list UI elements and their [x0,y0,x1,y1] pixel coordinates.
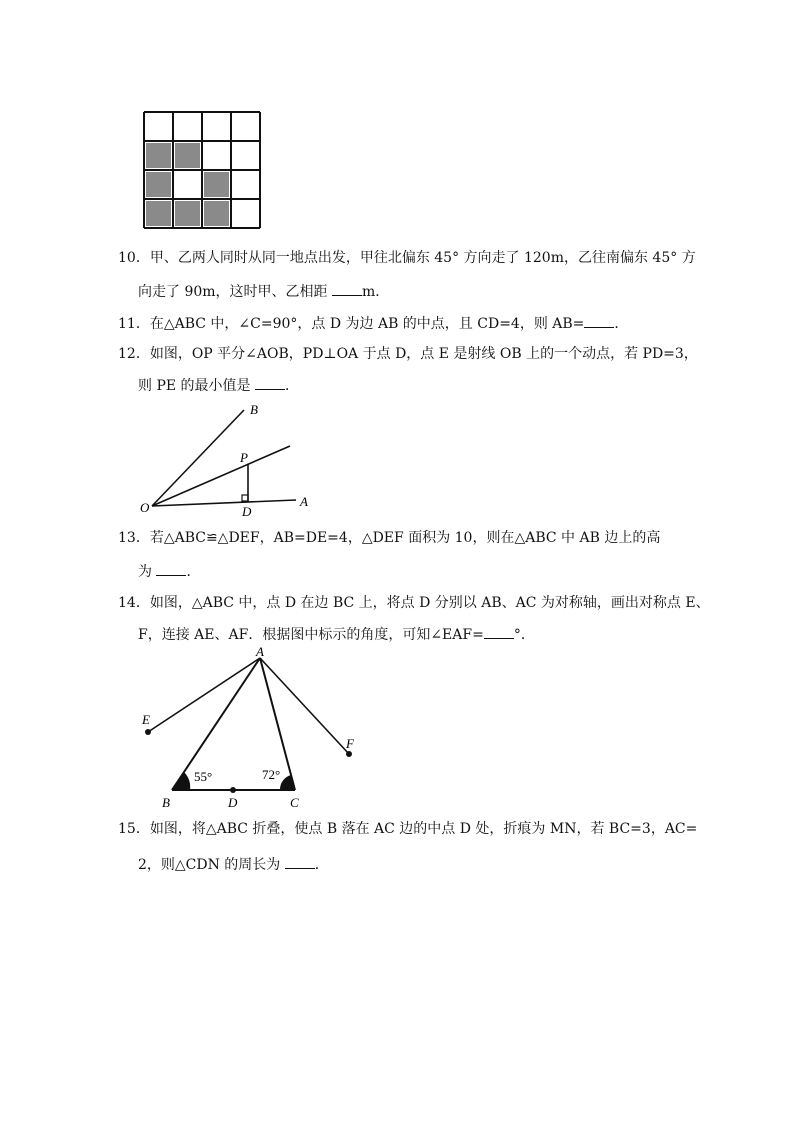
question-13 [118,531,660,545]
question-15-line2-b: ． [314,857,329,873]
question-15-cont [138,856,329,872]
label-C: C [290,795,299,810]
grid-shaded-cell [204,201,229,226]
angle-C-label: 72° [262,767,281,782]
grid-shaded-cell [146,143,171,168]
question-12-line1: 12．如图，OP 平分∠AOB，PD⊥OA 于点 D，点 E 是射线 OB 上的一个动点，若 PD=3， [118,346,698,362]
ray-OP [152,446,290,506]
question-10 [118,251,696,265]
question-13-line2-b: ． [186,564,201,580]
label-D: D [228,795,238,810]
label-A: A [300,494,308,509]
label-O: O [140,500,150,515]
point-D [230,787,236,793]
answer-blank-12 [255,377,285,390]
question-12-line2-a: 则 PE 的最小值是 [138,378,255,394]
question-11-line1-a: 11．在△ABC 中，∠C=90°，点 D 为边 AB 的中点，且 CD=4，则 AB= [118,316,585,332]
question-15-line1: 15．如图，将△ABC 折叠，使点 B 落在 AC 边的中点 D 处，折痕为 MN，若 BC=3，AC= [118,821,698,837]
grid-shaded-cell [175,201,200,226]
question-14-line1: 14．如图，△ABC 中，点 D 在边 BC 上，将点 D 分别以 AB、AC 为对称轴，画出对称点 E、 [118,595,710,611]
grid-shaded-cell [146,172,171,197]
question-10-cont [138,283,389,299]
answer-blank-13 [156,563,186,576]
question-10-line1: 10．甲、乙两人同时从同一地点出发，甲往北偏东 45° 方向走了 120m，乙往南偏东 45° 方 [118,250,696,266]
answer-blank-11 [584,315,614,328]
answer-blank-15 [285,856,315,869]
segment-AE [148,658,260,732]
grid-shaded-cells [146,143,229,226]
question-15-line2-a: 2，则△CDN 的周长为 [138,857,285,873]
point-E [145,729,151,735]
label-P: P [240,450,248,465]
question-14-line2-a: F，连接 AE、AF．根据图中标示的角度，可知∠EAF= [138,627,484,643]
grid-shaded-cell [146,201,171,226]
question-11-line1-b: ． [614,316,629,332]
question-13-cont [138,563,200,579]
figure-12 [136,400,316,520]
figure-14 [136,644,376,814]
grid-shaded-cell [204,172,229,197]
label-B: B [250,402,258,417]
question-15 [118,822,697,836]
segment-AB [172,658,260,790]
grid-figure [140,108,264,232]
label-B: B [162,795,170,810]
question-13-line1: 13．若△ABC≌△DEF，AB=DE=4，△DEF 面积为 10，则在△ABC 中 AB 边上的高 [118,530,661,546]
question-12 [118,347,698,361]
question-12-line2-b: ． [285,378,299,394]
question-10-line2-b: m． [362,284,390,300]
label-F: F [346,736,354,751]
question-12-cont [138,377,299,393]
question-14-line2-b: °． [513,627,535,643]
question-10-line2-a: 向走了 90m，这时甲、乙相距 [138,284,332,300]
question-13-line2-a: 为 [138,564,157,580]
angle-C-mark [280,775,295,790]
answer-blank-14 [484,626,514,639]
question-11 [118,315,628,331]
question-14-cont [138,626,535,642]
right-angle-mark [242,495,248,501]
angle-B-label: 55° [194,769,213,784]
answer-blank-10 [332,283,362,296]
ray-OA [152,500,296,506]
label-A: A [256,644,264,659]
label-D: D [242,504,252,519]
ray-OB [152,410,244,506]
grid-shaded-cell [175,143,200,168]
label-E: E [142,712,150,727]
question-14 [118,596,710,610]
point-F [346,751,352,757]
